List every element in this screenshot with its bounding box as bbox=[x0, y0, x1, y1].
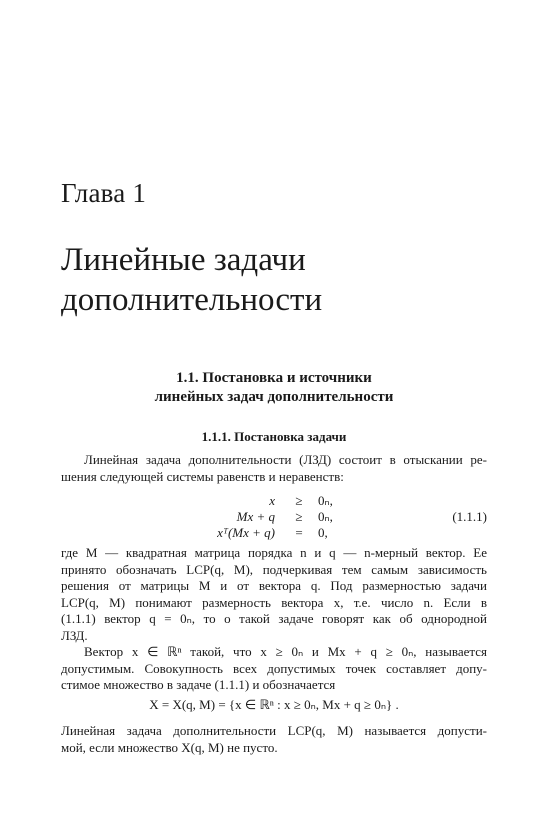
section-title-line: 1.1. Постановка и источники bbox=[176, 370, 372, 386]
chapter-title bbox=[61, 240, 322, 320]
equation-rhs: 0ₙ, bbox=[318, 493, 333, 508]
equation-lhs: x bbox=[269, 493, 275, 508]
equation-row bbox=[61, 493, 487, 509]
paragraph-feasible bbox=[61, 644, 487, 694]
text-line: (1.1.1) вектор q = 0ₙ, то о такой задаче говорят как об однородной bbox=[61, 611, 487, 626]
equation-relation: ≥ bbox=[295, 493, 303, 508]
text-line: LCP(q, M) понимают размерность вектора x, т.е. число n. Если в bbox=[61, 594, 487, 610]
equation-rhs: 0, bbox=[318, 525, 328, 540]
text-line: стимое множество в задаче (1.1.1) и обозначается bbox=[61, 677, 336, 692]
paragraph-feasible-problem bbox=[61, 723, 487, 756]
text-line: Линейная задача дополнительности LCP(q, M) называется допусти- bbox=[61, 723, 487, 738]
text-line: где M — квадратная матрица порядка n и q — n-мерный вектор. Ее bbox=[61, 545, 487, 560]
text-line: Линейная задача дополнительности (ЛЗД) состоит в отыскании ре- bbox=[84, 452, 487, 467]
chapter-title-line: дополнительности bbox=[61, 282, 323, 318]
equation-relation: ≥ bbox=[295, 509, 303, 524]
text-line: решения от матрицы M и от вектора q. Под размерностью задачи bbox=[61, 578, 487, 593]
equation-lhs: Mx + q bbox=[236, 509, 275, 524]
text-line: принято обозначать LCP(q, M), подчеркивая тем самым зависимость bbox=[61, 561, 487, 577]
chapter-title-line: Линейные задачи bbox=[61, 242, 306, 278]
equation-row bbox=[61, 509, 487, 525]
equation-rhs: 0ₙ, bbox=[318, 509, 333, 524]
subsection-title: 1.1.1. Постановка задачи bbox=[201, 429, 347, 444]
text-line: шения следующей системы равенств и неравенств: bbox=[61, 468, 344, 484]
section-title-line: линейных задач дополнительности bbox=[154, 389, 394, 405]
paragraph-intro bbox=[61, 452, 487, 485]
equation-relation: = bbox=[295, 525, 303, 540]
text-line: ЛЗД. bbox=[61, 627, 88, 643]
text-line: мой, если множество X(q, M) не пусто. bbox=[61, 739, 278, 755]
display-equation: X = X(q, M) = {x ∈ ℝⁿ : x ≥ 0ₙ, Mx + q ≥ 0ₙ} . bbox=[149, 697, 399, 712]
equation-number: (1.1.1) bbox=[452, 509, 487, 524]
section-title bbox=[0, 369, 548, 407]
text-line: Вектор x ∈ ℝⁿ такой, что x ≥ 0ₙ и Mx + q ≥ 0ₙ, называется bbox=[84, 644, 487, 659]
equation-lhs: xᵀ(Mx + q) bbox=[217, 525, 275, 540]
equation-system bbox=[61, 493, 487, 543]
equation-row bbox=[61, 525, 487, 541]
text-line: допустимым. Совокупность всех допустимых точек составляет допу- bbox=[61, 660, 487, 676]
paragraph-definition bbox=[61, 545, 487, 644]
chapter-label: Глава 1 bbox=[61, 178, 147, 208]
